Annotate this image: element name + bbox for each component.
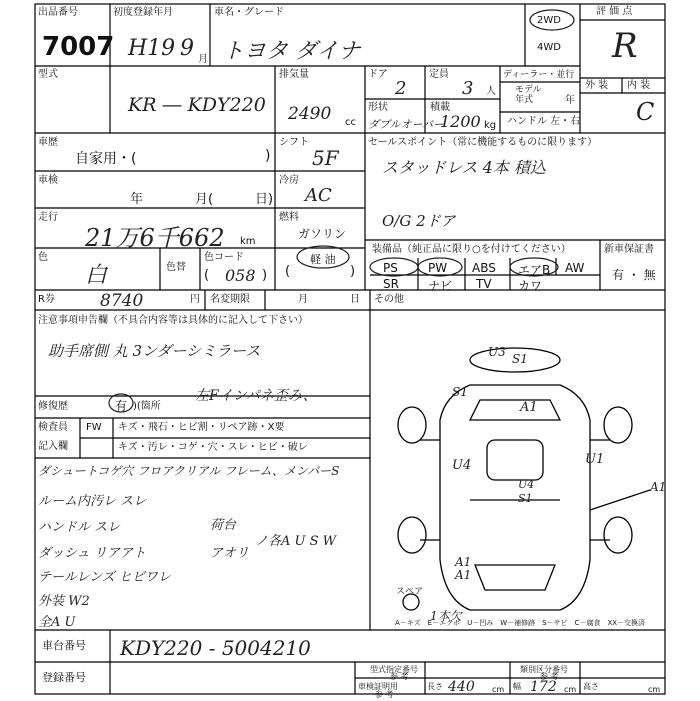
remark-4: ダッシュ リアアト	[38, 546, 146, 561]
ac-label: 冷房	[279, 175, 299, 186]
damage-legend: A－キズ E－エクボ U－凹み W－補修跡 S－サビ C－腐食 XX－交換済	[395, 619, 646, 627]
width-value: 172	[530, 679, 557, 695]
warranty-value: 有 ・ 無	[612, 268, 656, 282]
color-code-paren-close: )	[262, 268, 268, 283]
remark-5: テールレンズ ヒビワレ	[38, 570, 171, 585]
doors-value: 2	[395, 78, 407, 99]
doors-label: ドア	[368, 69, 388, 80]
equipment-label: 装備品（純正品に限り○を付けてください）	[372, 244, 571, 255]
length-value: 440	[448, 679, 475, 695]
remark-6: 外装 W2	[38, 594, 90, 609]
chassis-value: KDY220 - 5004210	[120, 636, 311, 660]
equipment-pw: PW	[428, 261, 448, 275]
repair-label: 修復歴	[38, 401, 68, 412]
load-value: 1200	[440, 112, 481, 131]
equipment-airbag: エアB	[518, 263, 551, 277]
check-label-1: 検査員	[38, 422, 68, 433]
type-designation-label: 型式指定番号	[370, 665, 418, 674]
mark-u3: U3	[488, 345, 506, 359]
shift-label: シフト	[279, 137, 309, 148]
dealer-label: ディーラー・並行	[503, 70, 575, 80]
equipment-aw: AW	[565, 261, 585, 275]
inspection-label: 車検	[38, 175, 58, 186]
shape-label: 形状	[368, 102, 388, 113]
reg-no-label: 登録番号	[42, 671, 86, 684]
width-unit: cm	[564, 685, 577, 694]
selling-points-line2: O/G 2ドア	[382, 212, 456, 230]
selling-points-label: セールスポイント（常に機能するものに限ります）	[368, 137, 598, 148]
check-fw: FW	[86, 422, 102, 433]
first-reg-year: H19	[128, 36, 176, 61]
ac-value: AC	[305, 185, 332, 206]
length-label: 長さ	[427, 682, 443, 691]
inspection-day: 日)	[255, 192, 274, 207]
model-label: 型式	[38, 69, 58, 80]
check-row2: キズ・汚レ・コゲ・穴・スレ・ヒビ・破レ	[118, 442, 308, 453]
mark-a1-front: A1	[520, 400, 538, 415]
first-reg-month: 9	[180, 36, 194, 61]
mileage-value: 21万6千662	[85, 224, 225, 252]
bed-note-1: 荷台	[210, 518, 237, 533]
car-name-value: トヨタ ダイナ	[222, 39, 361, 64]
mark-u1-right: U1	[585, 452, 605, 467]
notes-value: 助手席側 丸 3ンダーシミラース	[48, 342, 261, 360]
fuel-label: 燃料	[279, 212, 299, 223]
color-code-paren-open: (	[204, 268, 210, 283]
color-code-label: 色コード	[204, 252, 244, 263]
history-label: 車歴	[38, 137, 58, 148]
color-code-value: 058	[225, 266, 256, 285]
capacity-value: 3	[462, 78, 474, 99]
equipment-abs: ABS	[472, 261, 496, 275]
mark-s1-left: S1	[452, 385, 468, 399]
model-year-unit: 年	[565, 95, 575, 106]
name-change-month: 月	[298, 294, 308, 305]
height-unit: cm	[648, 685, 661, 694]
name-change-day: 日	[350, 294, 360, 305]
car-name-label: 車名・グレード	[214, 7, 284, 18]
history-value: 自家用・(	[75, 151, 137, 167]
mark-a1-side: A1	[650, 480, 667, 494]
equipment-leather: カワ	[518, 279, 543, 293]
mileage-label: 走行	[38, 212, 58, 223]
class-no-label: 類別区分番号	[520, 665, 568, 674]
mark-a1-rear2: A1	[455, 568, 472, 582]
grade-label: 評 価 点	[596, 6, 633, 17]
interior-label: 内 装	[627, 80, 651, 91]
mark-s1-top: S1	[512, 352, 528, 366]
cert-ref-ref: 参 考	[375, 690, 394, 699]
bed-note-text: ノ各A U S W	[255, 534, 337, 549]
equipment-tv: TV	[476, 277, 492, 291]
remark-3: ハンドル スレ	[38, 520, 121, 535]
model-year-label: モデル 年式	[515, 85, 542, 105]
other-label: その他	[374, 294, 404, 305]
recycle-value: 8740	[100, 291, 144, 311]
model-value: KR ― KDY220	[128, 94, 266, 116]
history-close: )	[265, 148, 271, 164]
selling-points-line1: スタッドレス 4本 積込	[382, 158, 546, 177]
fuel-paren-open: (	[285, 264, 291, 279]
chassis-label: 車台番号	[42, 639, 86, 652]
capacity-unit: 人	[486, 86, 496, 97]
fuel-value: ガソリン	[298, 227, 347, 241]
width-label: 幅	[513, 682, 521, 691]
notes-label: 注意事項申告欄（不具合内容等は具体的に記入して下さい）	[38, 315, 308, 326]
mileage-unit: km	[240, 236, 256, 247]
displacement-unit: cc	[345, 117, 356, 128]
height-label: 高さ	[583, 682, 599, 691]
capacity-label: 定員	[429, 69, 449, 80]
mark-u4-center: U4	[518, 478, 535, 491]
class-no-ref: 参 考	[540, 672, 559, 681]
grade-overall: R	[612, 26, 638, 66]
mark-s1-center: S1	[518, 492, 533, 505]
inspection-month: 月(	[195, 192, 214, 207]
equipment-sr: SR	[383, 277, 399, 291]
warranty-label: 新車保証書	[604, 244, 654, 255]
fuel-paren-close: )	[350, 264, 356, 279]
repair-detail: 左Fインパネ歪み、	[195, 388, 317, 404]
color-label: 色	[38, 252, 48, 263]
type-designation-ref: 参 考	[390, 672, 409, 681]
remark-2: ルーム内汚レ スレ	[38, 494, 147, 509]
equipment-navi: ナビ	[428, 279, 453, 293]
recycle-label: R券	[38, 294, 55, 305]
spare-label: スペア	[396, 587, 424, 597]
lot-number: 7007	[42, 32, 115, 62]
shift-value: 5F	[312, 146, 339, 170]
load-label: 積載	[430, 102, 450, 113]
equipment-ps: PS	[383, 261, 398, 275]
shape-value: ダブルオーバー	[368, 118, 445, 131]
inspection-year: 年	[130, 192, 144, 207]
spare-count: 1本欠	[430, 609, 462, 623]
remark-1: ダシュートコゲ穴 フロアクリアル フレーム、メンバーS	[38, 464, 340, 478]
repair-place-label: )(箇所	[133, 401, 161, 412]
check-label-2: 記入欄	[38, 441, 68, 452]
interior-grade: C	[636, 98, 655, 126]
name-change-label: 名変期限	[210, 294, 250, 305]
displacement-value: 2490	[288, 104, 332, 124]
bed-note-2: アオリ	[210, 546, 249, 561]
first-reg-month-unit: 月	[198, 54, 208, 65]
length-unit: cm	[492, 685, 505, 694]
first-reg-label: 初度登録年月	[113, 7, 173, 18]
drive-4wd: 4WD	[537, 42, 561, 53]
handle-label: ハンドル 左・右	[507, 116, 581, 127]
lot-label: 出品番号	[38, 7, 78, 18]
exterior-label: 外 装	[585, 80, 609, 91]
paint-label: 色替	[166, 262, 186, 273]
displacement-label: 排気量	[279, 69, 309, 80]
check-row1: キズ・飛石・ヒビ割・リペア跡・X要	[118, 422, 285, 433]
color-value: 白	[85, 263, 108, 288]
fuel-option: 軽 油	[310, 253, 336, 266]
repair-has: 有	[115, 399, 128, 413]
remark-7: 全A U	[38, 615, 76, 630]
drive-2wd: 2WD	[537, 15, 561, 26]
load-unit: kg	[484, 120, 497, 131]
mark-u4-left: U4	[452, 458, 472, 473]
cert-ref-label: 車検証明用	[358, 682, 398, 691]
mark-a1-rear1: A1	[455, 555, 472, 569]
recycle-unit: 円	[190, 294, 200, 305]
